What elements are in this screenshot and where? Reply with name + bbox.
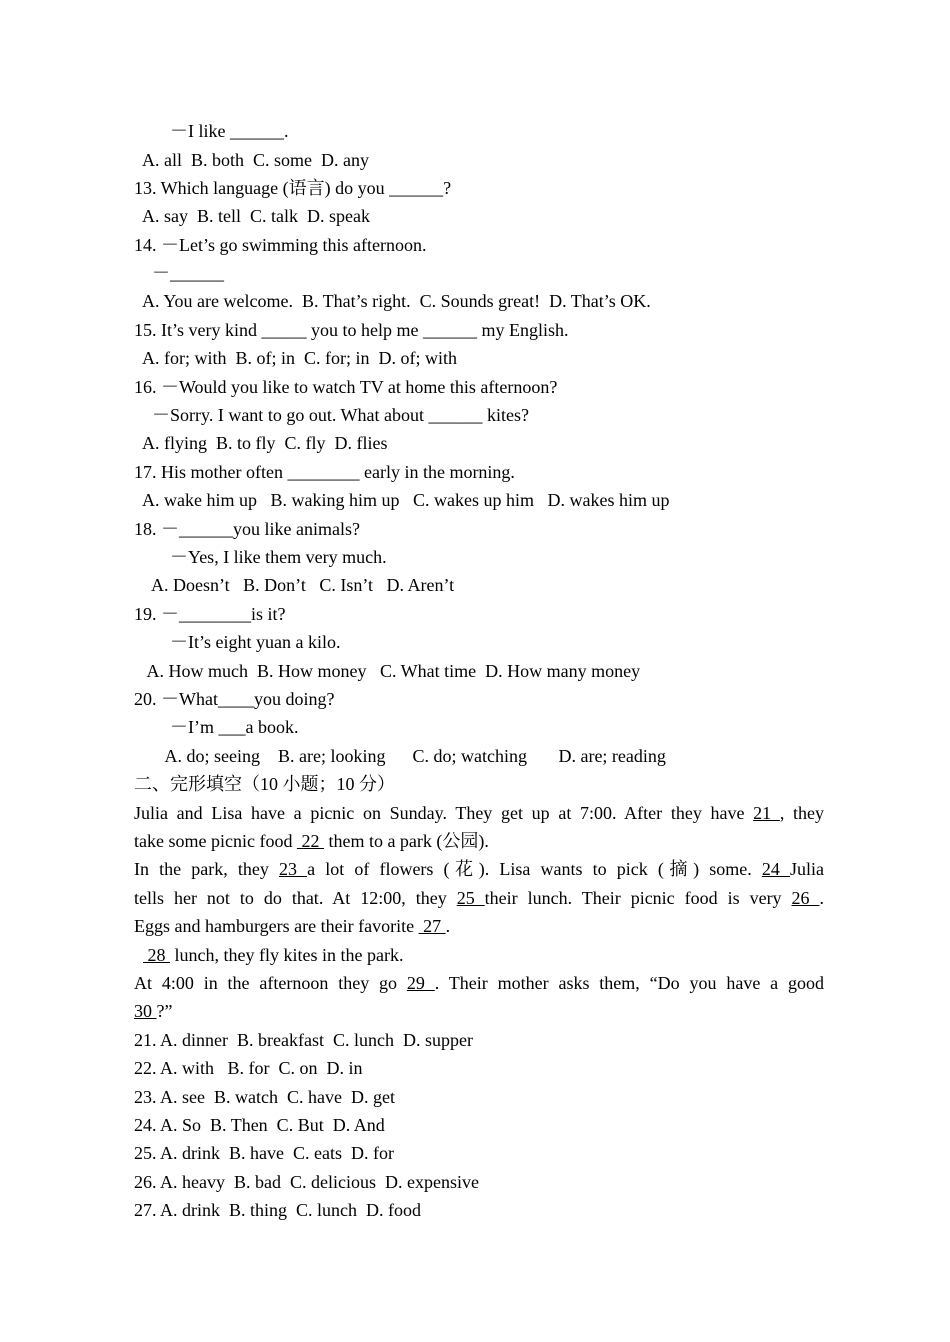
q12-stem-line: －I like ______.: [134, 121, 289, 141]
q19-stem: 19. －________is it?: [134, 604, 286, 624]
q14-reply: －______: [134, 263, 224, 283]
passage-line: At 4:00 in the afternoon they go 29 . Their mother asks them, “Do you have a good: [134, 973, 825, 993]
blank-30: 30: [134, 1001, 157, 1021]
q19-options: A. How much B. How money C. What time D. How many money: [134, 661, 641, 681]
q24-options: 24. A. So B. Then C. But D. And: [134, 1115, 385, 1135]
q12-options: A. all B. both C. some D. any: [134, 150, 369, 170]
q13-stem: 13. Which language (语言) do you ______?: [134, 178, 452, 198]
q16-options: A. flying B. to fly C. fly D. flies: [134, 433, 388, 453]
q15-options: A. for; with B. of; in C. for; in D. of; with: [134, 348, 457, 368]
q14-stem: 14. －Let’s go swimming this afternoon.: [134, 235, 427, 255]
passage-line: In the park, they 23 a lot of flowers (花). Lisa wants to pick (摘) some. 24 Julia: [134, 859, 824, 879]
q26-options: 26. A. heavy B. bad C. delicious D. expensive: [134, 1172, 479, 1192]
q16-reply: －Sorry. I want to go out. What about ______ kites?: [134, 405, 529, 425]
passage-line: tells her not to do that. At 12:00, they 25 their lunch. Their picnic food is very 26 .: [134, 888, 824, 908]
passage-line: Eggs and hamburgers are their favorite 27 .: [134, 916, 451, 936]
blank-26: 26: [791, 888, 820, 908]
q20-reply: －I’m ___a book.: [134, 717, 299, 737]
blank-28: 28: [143, 945, 170, 965]
q19-reply: －It’s eight yuan a kilo.: [134, 632, 341, 652]
q23-options: 23. A. see B. watch C. have D. get: [134, 1087, 395, 1107]
q13-options: A. say B. tell C. talk D. speak: [134, 206, 370, 226]
q16-stem: 16. －Would you like to watch TV at home this afternoon?: [134, 377, 558, 397]
q25-options: 25. A. drink B. have C. eats D. for: [134, 1143, 394, 1163]
q27-options: 27. A. drink B. thing C. lunch D. food: [134, 1200, 421, 1220]
q14-options: A. You are welcome. B. That’s right. C. Sounds great! D. That’s OK.: [134, 291, 651, 311]
q20-options: A. do; seeing B. are; looking C. do; watching D. are; reading: [134, 746, 666, 766]
q18-reply: －Yes, I like them very much.: [134, 547, 387, 567]
q18-options: A. Doesn’t B. Don’t C. Isn’t D. Aren’t: [134, 575, 455, 595]
q15-stem: 15. It’s very kind _____ you to help me ______ my English.: [134, 320, 569, 340]
section-heading-cloze: 二、完形填空（10 小题；10 分）: [134, 774, 395, 794]
q20-stem: 20. －What____you doing?: [134, 689, 335, 709]
q22-options: 22. A. with B. for C. on D. in: [134, 1058, 363, 1078]
passage-line: 28 lunch, they fly kites in the park.: [143, 945, 404, 965]
blank-27: 27: [418, 916, 446, 936]
blank-23: 23: [278, 859, 308, 879]
blank-21: 21: [753, 803, 780, 823]
passage-line: 30 ?”: [134, 1001, 173, 1021]
blank-24: 24: [761, 859, 790, 879]
q21-options: 21. A. dinner B. breakfast C. lunch D. supper: [134, 1030, 473, 1050]
q18-stem: 18. －______you like animals?: [134, 519, 360, 539]
passage-line: Julia and Lisa have a picnic on Sunday. They get up at 7:00. After they have 21 , they: [134, 803, 824, 823]
passage-line: take some picnic food 22 them to a park (公园).: [134, 831, 489, 851]
blank-25: 25: [456, 888, 485, 908]
q17-options: A. wake him up B. waking him up C. wakes up him D. wakes him up: [134, 490, 670, 510]
blank-29: 29: [406, 973, 435, 993]
blank-22: 22: [296, 831, 324, 851]
q17-stem: 17. His mother often ________ early in the morning.: [134, 462, 515, 482]
